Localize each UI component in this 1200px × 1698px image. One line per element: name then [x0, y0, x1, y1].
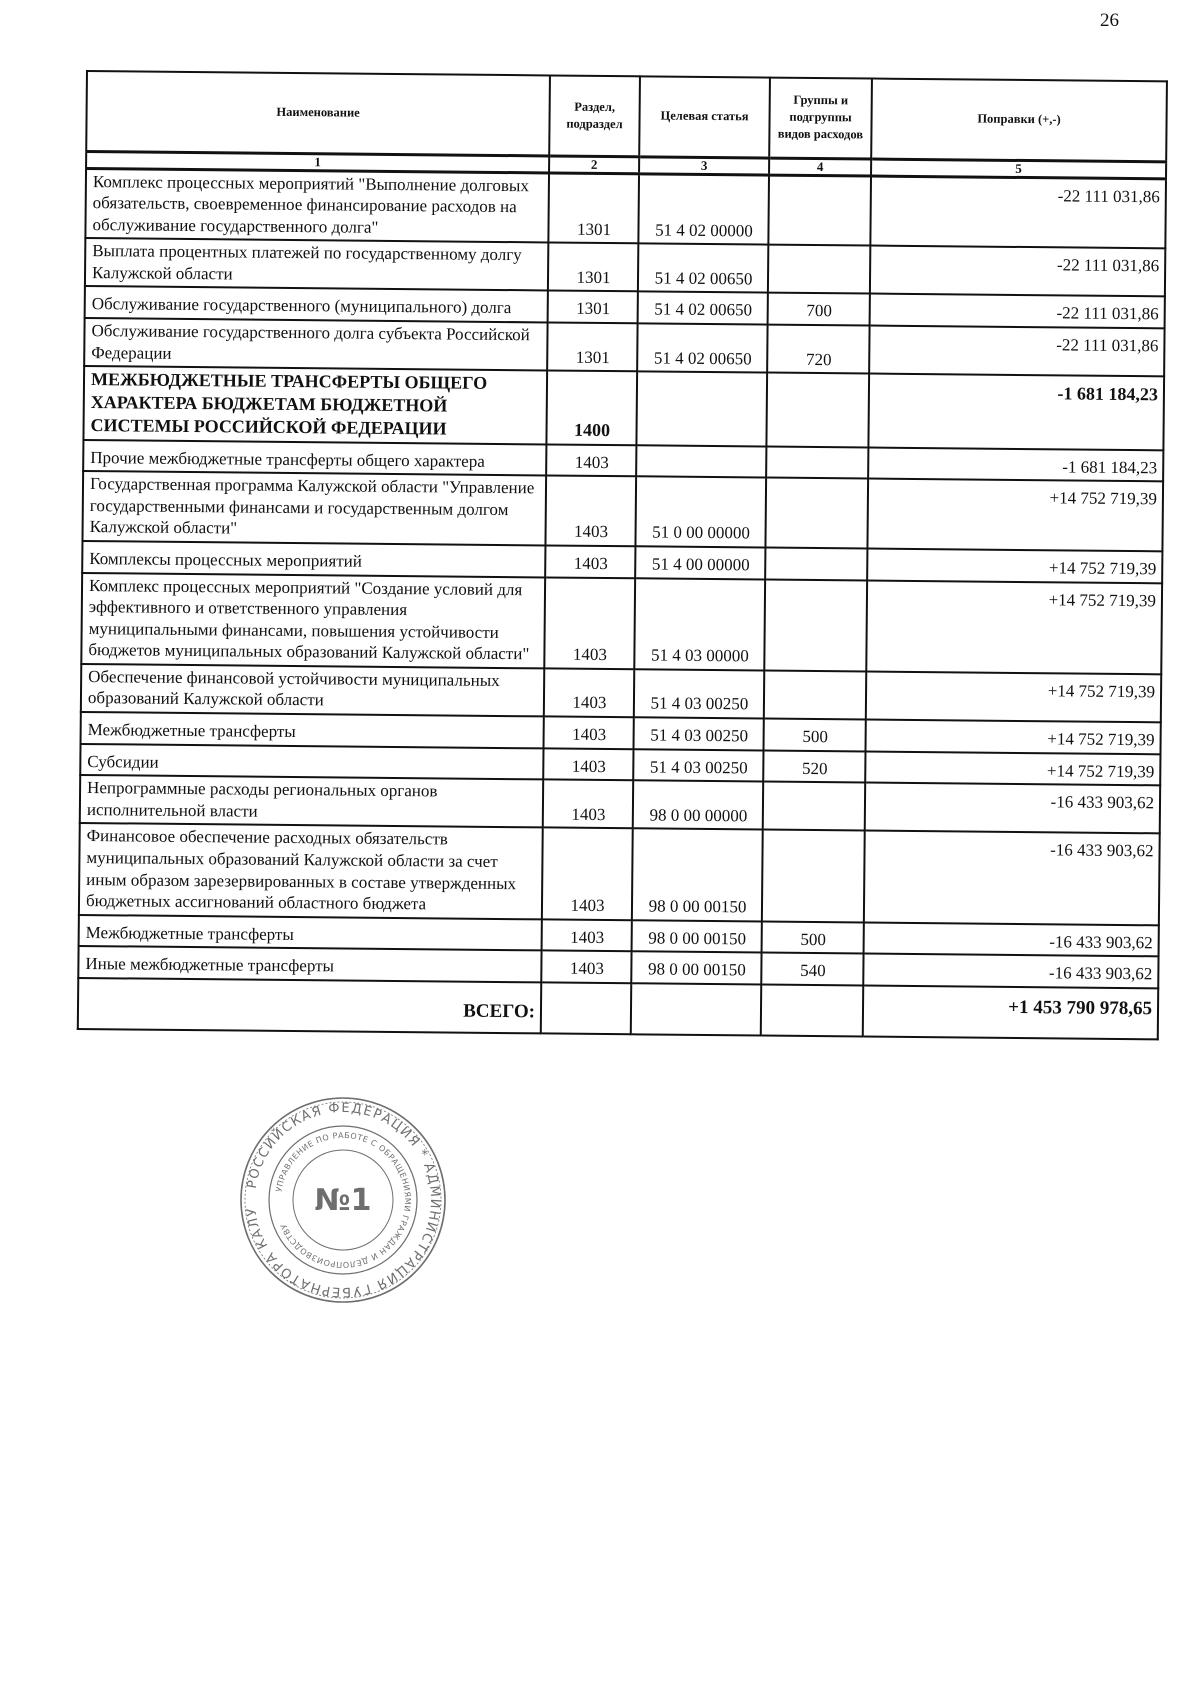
row-group: 540: [761, 953, 863, 986]
total-row: [78, 978, 1158, 1039]
row-section: 1403: [546, 444, 636, 476]
stamp-outer-text: РОССИЙСКАЯ ФЕДЕРАЦИЯ * АДМИНИСТРАЦИЯ ГУБЕРНАТОРА КАЛУ: [244, 1100, 443, 1300]
table-row: [85, 168, 1166, 249]
row-amount: -22 111 031,86: [870, 246, 1165, 297]
header-row: [86, 71, 1167, 161]
row-amount: +14 752 719,39: [867, 549, 1162, 583]
row-amount: -22 111 031,86: [869, 326, 1164, 377]
row-section: 1403: [545, 476, 636, 547]
row-target: [636, 371, 767, 446]
row-section: 1403: [544, 668, 634, 717]
table-row: [79, 823, 1160, 925]
table-body: [78, 168, 1166, 988]
row-name: Обеспечение финансовой устойчивости муниципальных образований Калужской области: [81, 664, 544, 717]
colnum-1: 1: [86, 151, 549, 172]
row-section: 1301: [547, 322, 637, 371]
row-name: Выплата процентных платежей по государственному долгу Калужской области: [85, 238, 548, 291]
row-group: 500: [762, 921, 864, 954]
row-target: 98 0 00 00150: [631, 952, 761, 985]
row-name: Межбюджетные трансферты: [79, 915, 542, 951]
stamp-inner-text: УПРАВЛЕНИЕ ПО РАБОТЕ С ОБРАЩЕНИЯМИ ГРАЖДАН И ДЕЛОПРОИЗВОДСТВУ: [274, 1130, 413, 1270]
row-amount: +14 752 719,39: [867, 479, 1163, 552]
row-group: [763, 782, 865, 831]
budget-table: [77, 70, 1168, 1040]
row-name: Комплексы процессных мероприятий: [82, 541, 545, 577]
row-amount: -16 433 903,62: [864, 831, 1160, 925]
total-empty-1: [541, 982, 631, 1034]
header-amount: Поправки (+,-): [871, 79, 1167, 162]
row-name: Комплекс процессных мероприятий "Создание условий для эффективного и ответственного управления муниципальными финансами, повышения устойчивости бюджетов муниципальных образований Калужской области": [81, 573, 545, 669]
row-target: 51 4 02 00650: [638, 244, 768, 293]
colnum-5: 5: [871, 159, 1166, 179]
table-row: [82, 471, 1163, 551]
row-group: [765, 548, 867, 581]
row-section: 1400: [546, 371, 637, 445]
row-section: 1403: [544, 716, 634, 748]
row-amount: -22 111 031,86: [870, 176, 1166, 249]
header-section: Раздел, подраздел: [549, 75, 640, 156]
row-group: [768, 245, 870, 294]
row-name: Комплекс процессных мероприятий "Выполнение долговых обязательств, своевременное финансирование расходов на обслуживание государственного долга": [85, 168, 549, 243]
row-target: 98 0 00 00000: [633, 781, 763, 830]
table-row: [81, 573, 1162, 675]
row-section: 1403: [545, 545, 635, 577]
row-group: [765, 478, 868, 549]
row-name: Финансовое обеспечение расходных обязательств муниципальных образований Калужской области за счет иным образом зарезервированных в составе утвержденных бюджетных ассигнований областного бюджета: [79, 823, 543, 919]
row-target: 51 4 02 00000: [638, 173, 769, 244]
stamp-center-number: №1: [314, 1183, 372, 1218]
row-group: 500: [764, 719, 866, 752]
row-name: Межбюджетные трансферты: [81, 712, 544, 748]
row-name: Субсидии: [80, 744, 543, 780]
row-group: [766, 373, 869, 448]
row-target: 51 4 03 00250: [633, 749, 763, 782]
row-group: [764, 670, 866, 719]
row-section: 1403: [542, 919, 632, 951]
row-target: 98 0 00 00150: [632, 920, 762, 953]
row-name: МЕЖБЮДЖЕТНЫЕ ТРАНСФЕРТЫ ОБЩЕГО ХАРАКТЕРА БЮДЖЕТАМ БЮДЖЕТНОЙ СИСТЕМЫ РОССИЙСКОЙ ФЕДЕРАЦИИ: [83, 366, 547, 444]
row-amount: +14 752 719,39: [866, 671, 1161, 722]
row-target: 51 4 02 00650: [637, 323, 767, 372]
row-section: 1301: [548, 291, 638, 323]
row-target: 51 4 02 00650: [638, 292, 768, 325]
row-group: 520: [763, 750, 865, 783]
row-section: 1301: [548, 172, 639, 243]
row-name: Непрограммные расходы региональных органов исполнительной власти: [80, 775, 543, 828]
budget-table-wrapper: [77, 70, 1166, 1040]
row-section: 1403: [541, 951, 631, 983]
colnum-4: 4: [769, 158, 871, 176]
total-amount: +1 453 790 978,65: [863, 985, 1158, 1039]
total-empty-2: [631, 983, 761, 1035]
row-name: Обслуживание государственного (муниципального) долга: [85, 286, 548, 322]
row-target: 98 0 00 00150: [632, 829, 763, 922]
colnum-2: 2: [549, 155, 639, 173]
official-stamp: [238, 1095, 448, 1305]
row-group: 720: [767, 325, 869, 374]
row-amount: -1 681 184,23: [868, 374, 1164, 450]
row-group: [764, 579, 867, 671]
header-name: Наименование: [86, 71, 550, 155]
row-target: 51 0 00 00000: [635, 477, 766, 548]
row-group: [766, 446, 868, 479]
row-amount: -22 111 031,86: [870, 294, 1165, 328]
total-label: ВСЕГО:: [78, 978, 541, 1033]
stamp-seal: [238, 1095, 448, 1305]
row-amount: -1 681 184,23: [868, 447, 1163, 481]
row-section: 1403: [542, 828, 633, 920]
page-number: 26: [1100, 10, 1119, 31]
row-section: 1403: [543, 748, 633, 780]
row-name: Обслуживание государственного долга субъекта Российской Федерации: [84, 318, 547, 371]
row-group: 700: [768, 293, 870, 326]
row-amount: +14 752 719,39: [866, 580, 1162, 674]
row-amount: +14 752 719,39: [865, 751, 1160, 785]
row-name: Государственная программа Калужской области "Управление государственными финансами и государственным долгом Калужской области": [82, 471, 546, 545]
row-group: [762, 830, 865, 922]
colnum-3: 3: [639, 156, 769, 174]
row-section: 1403: [543, 780, 633, 829]
row-name: Прочие межбюджетные трансферты общего характера: [83, 440, 546, 476]
row-target: 51 4 03 00250: [634, 717, 764, 750]
row-amount: +14 752 719,39: [865, 720, 1160, 754]
row-amount: -16 433 903,62: [865, 783, 1160, 834]
header-target: Целевая статья: [639, 76, 770, 157]
row-amount: -16 433 903,62: [863, 954, 1158, 988]
row-target: 51 4 03 00000: [634, 578, 765, 671]
row-group: [768, 175, 871, 246]
header-group: Группы и подгруппы видов расходов: [769, 78, 872, 159]
row-target: [636, 445, 766, 478]
total-empty-3: [761, 984, 863, 1036]
row-section: 1403: [544, 577, 635, 669]
row-amount: -16 433 903,62: [864, 922, 1159, 956]
row-section: 1301: [548, 243, 638, 292]
row-target: 51 4 03 00250: [634, 669, 764, 718]
row-target: 51 4 00 00000: [635, 546, 765, 579]
row-name: Иные межбюджетные трансферты: [78, 946, 541, 982]
table-row: [83, 366, 1164, 450]
